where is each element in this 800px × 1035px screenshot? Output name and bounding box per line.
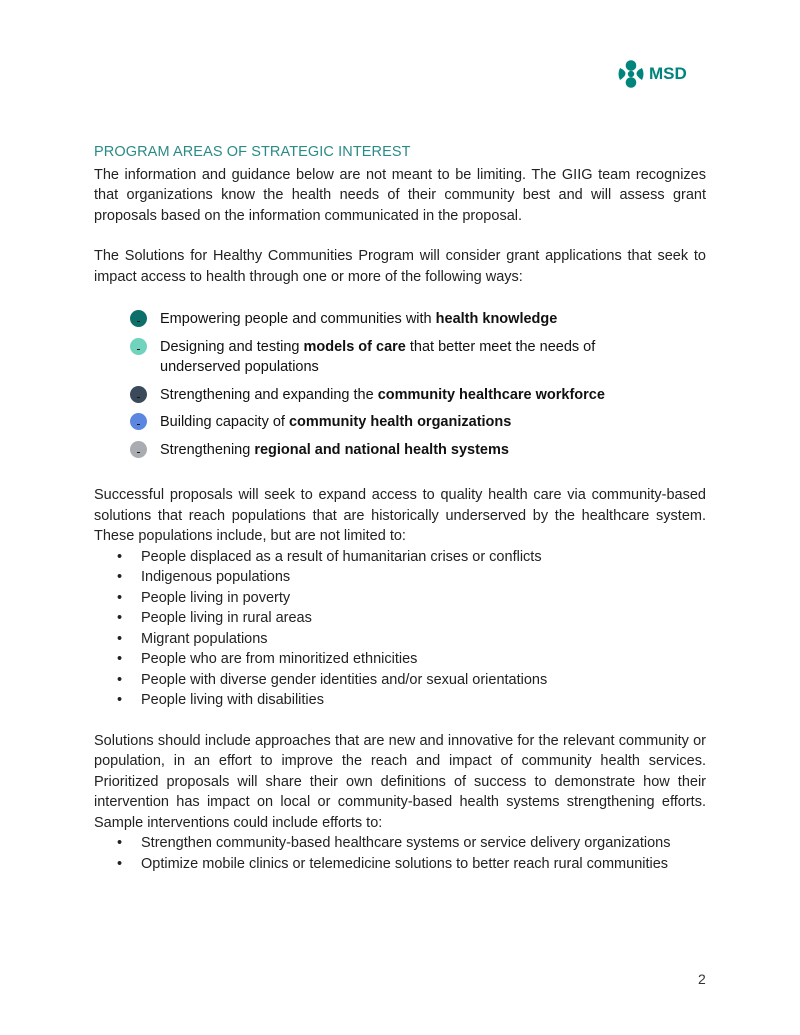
bullet-circle-icon — [130, 441, 147, 458]
population-item: • Migrant populations — [94, 629, 706, 650]
solutions-paragraph: Solutions should include approaches that are new and innovative for the relevant community or population, in an effort to improve the reach and impact of community health services. Prioritized proposals will share their own definitions of success to demonstrate how their intervention has impact on local or community-based health systems strengthening efforts. Sample interventions could include efforts to: — [94, 732, 706, 831]
section-heading: PROGRAM AREAS OF STRATEGIC INTEREST — [94, 144, 411, 160]
way-emphasis: health knowledge — [435, 311, 558, 327]
way-prefix: Strengthening — [160, 441, 255, 458]
bullet-circle-icon — [130, 338, 147, 355]
msd-logo — [617, 60, 687, 88]
document-body — [94, 142, 706, 874]
way-emphasis: community health organizations — [288, 414, 512, 430]
population-item: • People displaced as a result of humanitarian crises or conflicts — [94, 547, 706, 568]
way-emphasis: models of care — [303, 338, 406, 355]
bullet-circle-icon — [130, 413, 147, 430]
strategic-way-text — [160, 412, 610, 433]
population-item: • People living with disabilities — [94, 690, 706, 711]
logo-text: MSD — [649, 64, 687, 83]
way-emphasis: regional and national health systems — [254, 441, 509, 458]
population-item: • People with diverse gender identities and/or sexual orientations — [94, 670, 706, 691]
strategic-way-item — [130, 385, 706, 406]
way-prefix: Strengthening and expanding the — [160, 386, 378, 403]
strategic-way-text — [160, 309, 610, 330]
program-paragraph: The Solutions for Healthy Communities Program will consider grant applications that seek to impact access to health through one or more of the following ways: — [94, 248, 706, 285]
page-number: 2 — [698, 971, 706, 987]
way-prefix: Building capacity of — [160, 414, 289, 430]
strategic-way-item — [130, 440, 706, 461]
strategic-way-item — [130, 309, 706, 330]
populations-paragraph: Successful proposals will seek to expand access to quality health care via community-based solutions that reach populations that are historically underserved by the healthcare system. These populations include, but are not limited to: — [94, 487, 706, 544]
strategic-ways-list — [94, 309, 706, 460]
way-suffix: that better meet the needs of underserved populations — [160, 338, 596, 375]
strategic-way-item — [130, 337, 706, 378]
way-prefix: Designing and testing — [160, 338, 304, 355]
intro-paragraph: The information and guidance below are not meant to be limiting. The GIIG team recognizes that organizations know the health needs of their community best and will assess grant proposals based on the information communicated in the proposal. — [94, 166, 706, 224]
way-prefix: Empowering people and communities with — [160, 311, 436, 327]
population-item: • People living in poverty — [94, 588, 706, 609]
strategic-way-text — [160, 440, 610, 461]
population-item: • People living in rural areas — [94, 608, 706, 629]
way-emphasis: community healthcare workforce — [377, 386, 605, 403]
strategic-way-text — [160, 337, 610, 378]
strategic-way-text — [160, 385, 610, 406]
msd-logo-icon — [617, 60, 645, 88]
bullet-circle-icon — [130, 386, 147, 403]
intervention-item: • Strengthen community-based healthcare systems or service delivery organizations — [94, 833, 706, 854]
population-item: • Indigenous populations — [94, 567, 706, 588]
intervention-item: • Optimize mobile clinics or telemedicine solutions to better reach rural communities — [94, 854, 706, 875]
population-item: • People who are from minoritized ethnicities — [94, 649, 706, 670]
bullet-circle-icon — [130, 310, 147, 327]
interventions-list — [94, 833, 706, 874]
populations-list — [94, 547, 706, 711]
strategic-way-item — [130, 412, 706, 433]
